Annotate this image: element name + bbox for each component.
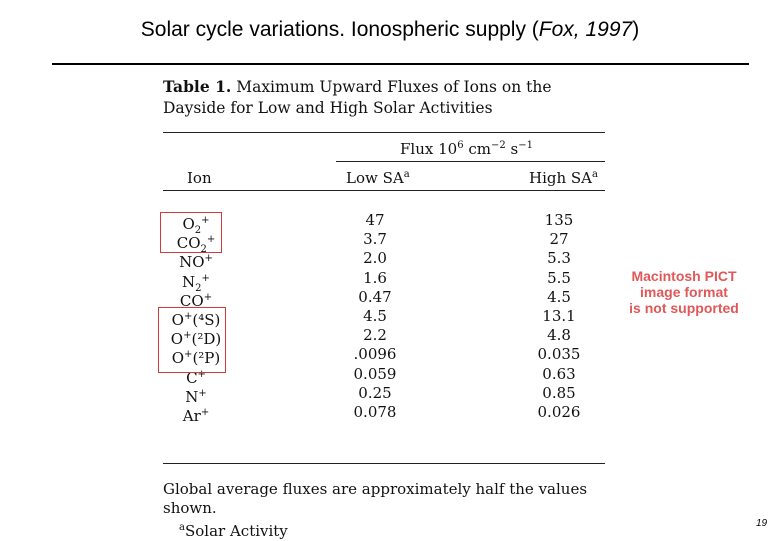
ion-tail: (²D) — [191, 330, 222, 349]
ion-base: O — [171, 349, 185, 368]
flux-header-rule — [336, 161, 605, 162]
placeholder-line-1: Macintosh PICT — [631, 268, 737, 284]
col-header-low-sa-label: Low SA — [346, 169, 404, 187]
ion-sup: + — [183, 310, 193, 322]
flux-header-unit-cm: cm — [463, 140, 491, 158]
low-sa-cell: 3.7 — [363, 230, 387, 249]
flux-header — [400, 140, 533, 158]
low-sa-cell: 1.6 — [363, 268, 387, 287]
high-sa-cell: 5.5 — [547, 268, 571, 287]
ion-base: CO — [179, 291, 204, 310]
low-sa-cell: 0.078 — [353, 402, 397, 421]
low-sa-cell: 2.0 — [363, 249, 387, 268]
page-number: 19 — [756, 518, 768, 529]
ion-base: N — [182, 272, 196, 291]
high-sa-cell: 135 — [544, 211, 574, 229]
low-sa-cell: 0.47 — [358, 287, 392, 306]
title-close: ) — [632, 18, 640, 41]
footnote-label: Solar Activity — [184, 522, 288, 540]
ion-sup: + — [201, 215, 210, 226]
flux-header-unit-s: s — [505, 140, 519, 158]
unsupported-image-placeholder — [614, 268, 754, 316]
placeholder-line-3: is not supported — [629, 300, 739, 316]
flux-header-word: Flux 10 — [400, 140, 458, 158]
low-sa-column — [339, 211, 411, 422]
ion-sup: + — [206, 234, 216, 246]
column-header-rule — [163, 190, 605, 191]
low-sa-cell: 0.25 — [358, 383, 392, 402]
table-caption-text: Maximum Upward Fluxes of Ions on the Dayside for Low and High Solar Activities — [163, 78, 552, 117]
high-sa-cell: 5.3 — [547, 249, 571, 268]
high-sa-cell: 0.85 — [542, 383, 576, 402]
col-header-low-sa — [346, 169, 410, 187]
ion-sup: + — [200, 406, 210, 418]
ion-sub: 2 — [200, 244, 207, 256]
footnote-solar-activity — [163, 518, 605, 541]
placeholder-line-2: image format — [640, 284, 728, 300]
high-sa-cell: 13.1 — [542, 306, 576, 325]
low-sa-cell: 0.059 — [353, 364, 397, 383]
ion-sub: 2 — [194, 225, 202, 236]
table-top-rule — [163, 132, 605, 133]
high-sa-cell: 4.5 — [547, 287, 571, 306]
title-rule — [52, 63, 749, 65]
table-caption-label: Table 1. — [163, 77, 232, 96]
ion-cell — [163, 384, 229, 406]
high-sa-cell: 4.8 — [547, 326, 571, 345]
table-footnote — [163, 480, 605, 541]
ion-tail: (²P) — [192, 349, 221, 368]
highlight-box-o-plus-states — [158, 307, 226, 373]
ion-base: O — [171, 310, 184, 329]
col-header-high-sa-label: High SA — [529, 169, 593, 187]
ion-cell — [163, 403, 229, 425]
col-header-ion: Ion — [187, 169, 212, 187]
ion-sup: + — [183, 330, 192, 342]
highlight-box-o2-co2 — [160, 212, 222, 256]
footnote-text: Global average fluxes are approximately half the values shown. — [163, 480, 588, 517]
high-sa-cell: 0.035 — [537, 345, 581, 364]
ion-sup: + — [204, 253, 213, 265]
ion-cell — [163, 288, 229, 310]
table-bottom-rule — [163, 463, 605, 464]
ion-cell — [163, 269, 229, 294]
ion-base: C — [186, 368, 198, 387]
ion-base: N — [185, 387, 199, 406]
high-sa-cell: 0.63 — [542, 364, 576, 383]
ion-sup: + — [184, 349, 193, 361]
col-header-low-sa-mark: a — [403, 169, 410, 180]
low-sa-cell: .0096 — [353, 345, 397, 364]
ion-sup: + — [197, 368, 206, 380]
high-sa-cell: 0.026 — [537, 402, 581, 421]
title-main: Solar cycle variations. Ionospheric supply ( — [140, 18, 539, 41]
ion-base: CO — [176, 234, 201, 253]
ion-base: O — [170, 330, 184, 349]
high-sa-cell: 27 — [549, 230, 569, 249]
flux-header-exp3: −1 — [518, 140, 533, 151]
flux-header-exp2: −2 — [490, 140, 506, 151]
low-sa-cell: 47 — [365, 211, 385, 229]
low-sa-cell: 2.2 — [363, 326, 387, 345]
slide-title — [0, 18, 780, 42]
high-sa-column — [523, 211, 595, 422]
ion-sup: + — [201, 272, 210, 284]
title-citation: Fox, 1997 — [538, 18, 633, 41]
ion-base: NO — [179, 253, 205, 272]
table-caption — [163, 76, 605, 119]
ion-sup: + — [198, 387, 207, 399]
footnote-mark: a — [179, 522, 185, 533]
col-header-high-sa-mark: a — [592, 169, 598, 180]
ion-sup: + — [203, 291, 213, 303]
ion-sub: 2 — [195, 282, 202, 294]
ion-tail: (⁴S) — [192, 310, 221, 329]
low-sa-cell: 4.5 — [363, 306, 387, 325]
ion-base: Ar — [182, 406, 201, 425]
flux-header-exp1: 6 — [457, 140, 464, 151]
col-header-high-sa — [529, 169, 598, 187]
ion-base: O — [182, 215, 195, 233]
